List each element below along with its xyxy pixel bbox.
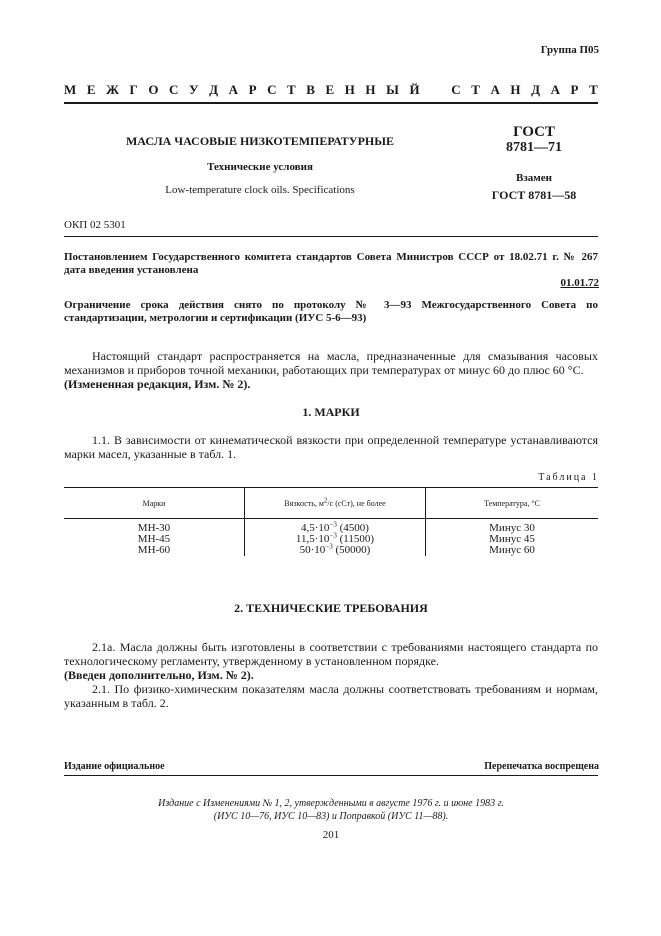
okp-code: ОКП 02 5301 bbox=[64, 219, 126, 231]
banner-letter: Т bbox=[471, 82, 480, 97]
banner-letter: С bbox=[267, 82, 277, 97]
header-rule bbox=[64, 102, 598, 104]
intro-paragraph bbox=[64, 349, 598, 391]
paragraph-2-1a bbox=[64, 640, 598, 682]
banner-letter: Д bbox=[209, 82, 219, 97]
group-code: Группа П05 bbox=[540, 44, 599, 56]
banner-letter: А bbox=[490, 82, 500, 97]
table-row bbox=[64, 545, 598, 556]
banner-letter: Е bbox=[325, 82, 335, 97]
intro-text: Настоящий стандарт распространяется на масла, предназначенные для смазывания часовых механизмов и приборов точной механики, работающих при температурах от минус 60 до плюс 60 °С. bbox=[64, 349, 598, 377]
cell-temperature: Минус 45 bbox=[426, 534, 599, 545]
section-1-heading: 1. МАРКИ bbox=[302, 405, 360, 419]
cell-viscosity: $50\cdot 10^{-3}$ (50000) bbox=[245, 545, 426, 556]
cell-brand: МН-30 bbox=[137, 522, 171, 534]
banner-letter: А bbox=[228, 82, 238, 97]
banner-letter: Г bbox=[129, 82, 138, 97]
reprint-notice: Перепечатка воспрещена bbox=[484, 761, 599, 772]
page-number: 201 bbox=[322, 829, 340, 841]
cell-temperature: Минус 60 bbox=[426, 545, 599, 556]
banner-letter: Н bbox=[365, 82, 376, 97]
limitation-text: Ограничение срока действия снято по протоколу № 3—93 Межгосударственного Совета по стандартизации, метрологии и сертификации (ИУС 5-6—93) bbox=[64, 299, 598, 324]
effective-date: 01.01.72 bbox=[560, 277, 599, 289]
banner-letter: Р bbox=[570, 82, 579, 97]
replace-number: ГОСТ 8781—58 bbox=[491, 188, 577, 202]
banner-letter: Ж bbox=[106, 82, 119, 97]
banner-letter: О bbox=[148, 82, 159, 97]
p21a-text: 2.1а. Масла должны быть изготовлены в соответствии с требованиями настоящего стандарта по технологическому регламенту, утвержденному в установленном порядке. bbox=[64, 640, 598, 668]
banner-letter: У bbox=[188, 82, 199, 97]
header-brand: Марки bbox=[64, 488, 245, 519]
cell-brand: МН-45 bbox=[137, 533, 171, 545]
resolution-text: Постановлением Государственного комитета стандартов Совета Министров СССР от 18.02.71 г. № 267 дата введения установлена bbox=[64, 251, 598, 276]
intro-note: (Измененная редакция, Изм. № 2). bbox=[64, 377, 251, 391]
edition-line-2: (ИУС 10—76, ИУС 10—83) и Поправкой (ИУС 11—88). bbox=[213, 811, 449, 822]
table-1-label: Таблица 1 bbox=[538, 472, 599, 483]
banner-letter: Д bbox=[531, 82, 541, 97]
p21a-note: (Введен дополнительно, Изм. № 2). bbox=[64, 668, 254, 682]
banner-letter: Р bbox=[248, 82, 257, 97]
gost-label: ГОСТ bbox=[513, 124, 555, 140]
replace-label: Взамен bbox=[516, 172, 552, 184]
okp-rule bbox=[64, 236, 598, 237]
banner-letter: Н bbox=[510, 82, 521, 97]
paragraph-1-1: 1.1. В зависимости от кинематической вязкости при определенной температуре устанавливаются марки масел, указанные в табл. 1. bbox=[64, 433, 598, 461]
banner-letter: М bbox=[64, 82, 77, 97]
footer-rule bbox=[64, 775, 598, 776]
english-title: Low-temperature clock oils. Specifications bbox=[165, 184, 355, 196]
header-viscosity: Вязкость, $м^2/с$ (сСт), не более bbox=[245, 488, 426, 519]
table-1 bbox=[64, 487, 598, 556]
section-2-heading: 2. ТЕХНИЧЕСКИЕ ТРЕБОВАНИЯ bbox=[234, 601, 428, 615]
banner-letter: В bbox=[306, 82, 315, 97]
edition-line-1: Издание с Изменениями № 1, 2, утвержденными в августе 1976 г. и июне 1983 г. bbox=[158, 798, 504, 809]
cell-viscosity: $4,5\cdot 10^{-3}$ (4500) bbox=[245, 519, 426, 535]
banner-letter: Ы bbox=[386, 82, 399, 97]
interstate-standard-banner bbox=[64, 82, 598, 98]
cell-temperature: Минус 30 bbox=[426, 519, 599, 535]
banner-letter: Т bbox=[287, 82, 296, 97]
cell-viscosity: $11,5\cdot 10^{-3}$ (11500) bbox=[245, 534, 426, 545]
banner-letter: С bbox=[451, 82, 461, 97]
official-edition: Издание официальное bbox=[64, 761, 165, 772]
banner-letter: Т bbox=[589, 82, 598, 97]
table-header-row bbox=[64, 488, 598, 519]
banner-letter: Е bbox=[86, 82, 96, 97]
banner-letter: С bbox=[169, 82, 179, 97]
standard-subtitle: Технические условия bbox=[207, 161, 313, 173]
banner-letter: А bbox=[550, 82, 560, 97]
header-temperature: Температура, °С bbox=[426, 488, 599, 519]
banner-letter: Й bbox=[409, 82, 420, 97]
cell-brand: МН-60 bbox=[137, 544, 171, 556]
gost-number: 8781—71 bbox=[506, 140, 562, 155]
paragraph-2-1: 2.1. По физико-химическим показателям масла должны соответствовать требованиям и нормам, указанным в табл. 2. bbox=[64, 682, 598, 710]
banner-letter: Н bbox=[344, 82, 355, 97]
standard-title: МАСЛА ЧАСОВЫЕ НИЗКОТЕМПЕРАТУРНЫЕ bbox=[125, 134, 395, 148]
